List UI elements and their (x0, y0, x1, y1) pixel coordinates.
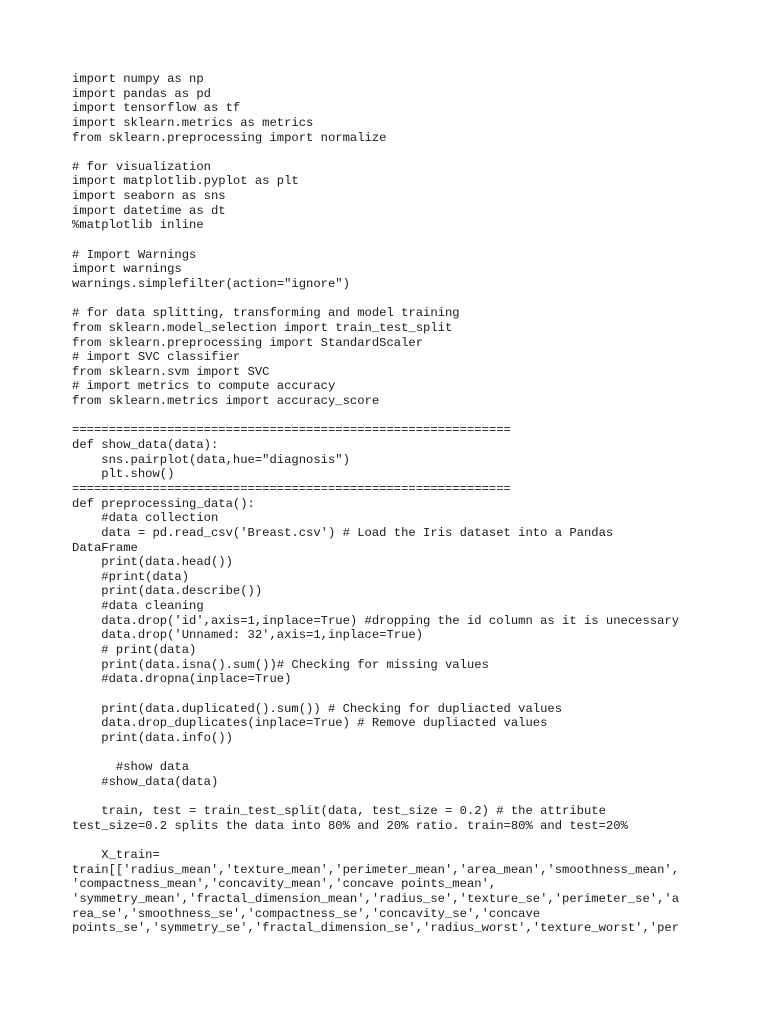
code-line: from sklearn.metrics import accuracy_score (72, 394, 380, 409)
code-line: data.drop('Unnamed: 32',axis=1,inplace=True) (72, 628, 424, 643)
code-line: warnings.simplefilter(action="ignore") (72, 276, 350, 291)
code-line: # Import Warnings (72, 247, 197, 262)
code-line: import seaborn as sns (72, 189, 226, 204)
code-line: import pandas as pd (72, 86, 211, 101)
code-line: rea_se','smoothness_se','compactness_se','concavity_se','concave (72, 906, 541, 921)
code-line: train[['radius_mean','texture_mean','perimeter_mean','area_mean','smoothness_mean', (72, 862, 680, 877)
code-line: #show_data(data) (72, 774, 219, 789)
code-line: # print(data) (72, 642, 197, 657)
code-line: 'compactness_mean','concavity_mean','concave points_mean', (72, 877, 497, 892)
blank-line (72, 745, 732, 760)
blank-line (72, 409, 732, 424)
code-line: import tensorflow as tf (72, 101, 241, 116)
code-line: DataFrame (72, 540, 138, 555)
code-line: import warnings (72, 262, 182, 277)
code-line: points_se','symmetry_se','fractal_dimension_se','radius_worst','texture_worst','per (72, 921, 680, 936)
code-line: data.drop_duplicates(inplace=True) # Remove dupliacted values (72, 716, 548, 731)
code-line: sns.pairplot(data,hue="diagnosis") (72, 452, 350, 467)
code-line: train, test = train_test_split(data, test_size = 0.2) # the attribute (72, 804, 606, 819)
code-line: #print(data) (72, 569, 190, 584)
code-line: #data collection (72, 511, 219, 526)
code-line: %matplotlib inline (72, 218, 204, 233)
code-line: print(data.info()) (72, 730, 233, 745)
code-line: def show_data(data): (72, 438, 219, 453)
code-line: def preprocessing_data(): (72, 496, 255, 511)
blank-line (72, 789, 732, 804)
code-line: import sklearn.metrics as metrics (72, 115, 314, 130)
code-line: #data.dropna(inplace=True) (72, 672, 292, 687)
code-line: from sklearn.svm import SVC (72, 364, 270, 379)
code-line: import numpy as np (72, 72, 204, 86)
code-line: #show data (72, 760, 190, 775)
code-line: 'symmetry_mean','fractal_dimension_mean','radius_se','texture_se','perimeter_se','a (72, 891, 680, 906)
code-line: test_size=0.2 splits the data into 80% and 20% ratio. train=80% and test=20% (72, 818, 628, 833)
blank-line (72, 145, 732, 160)
code-line: #data cleaning (72, 599, 204, 614)
code-line: ============================================================ (72, 423, 511, 438)
code-line: ============================================================ (72, 481, 511, 496)
code-line: data = pd.read_csv('Breast.csv') # Load the Iris dataset into a Pandas (72, 525, 614, 540)
code-line: import matplotlib.pyplot as plt (72, 174, 299, 189)
blank-line (72, 292, 732, 307)
code-line: from sklearn.preprocessing import normalize (72, 130, 387, 145)
code-line: data.drop('id',axis=1,inplace=True) #dropping the id column as it is unecessary (72, 613, 680, 628)
code-line: # for data splitting, transforming and model training (72, 306, 460, 321)
code-line: import datetime as dt (72, 203, 226, 218)
code-line: X_train= (72, 847, 160, 862)
code-line: print(data.duplicated().sum()) # Checking for dupliacted values (72, 701, 563, 716)
code-line: print(data.isna().sum())# Checking for missing values (72, 657, 489, 672)
code-line: plt.show() (72, 467, 175, 482)
blank-line (72, 833, 732, 848)
code-line: # import metrics to compute accuracy (72, 379, 336, 394)
code-line: from sklearn.model_selection import train_test_split (72, 320, 453, 335)
blank-line (72, 233, 732, 248)
code-document (72, 72, 732, 936)
code-line: # import SVC classifier (72, 350, 241, 365)
code-line: print(data.describe()) (72, 584, 263, 599)
code-line: print(data.head()) (72, 555, 233, 570)
blank-line (72, 687, 732, 702)
code-line: from sklearn.preprocessing import StandardScaler (72, 335, 424, 350)
code-line: # for visualization (72, 159, 211, 174)
